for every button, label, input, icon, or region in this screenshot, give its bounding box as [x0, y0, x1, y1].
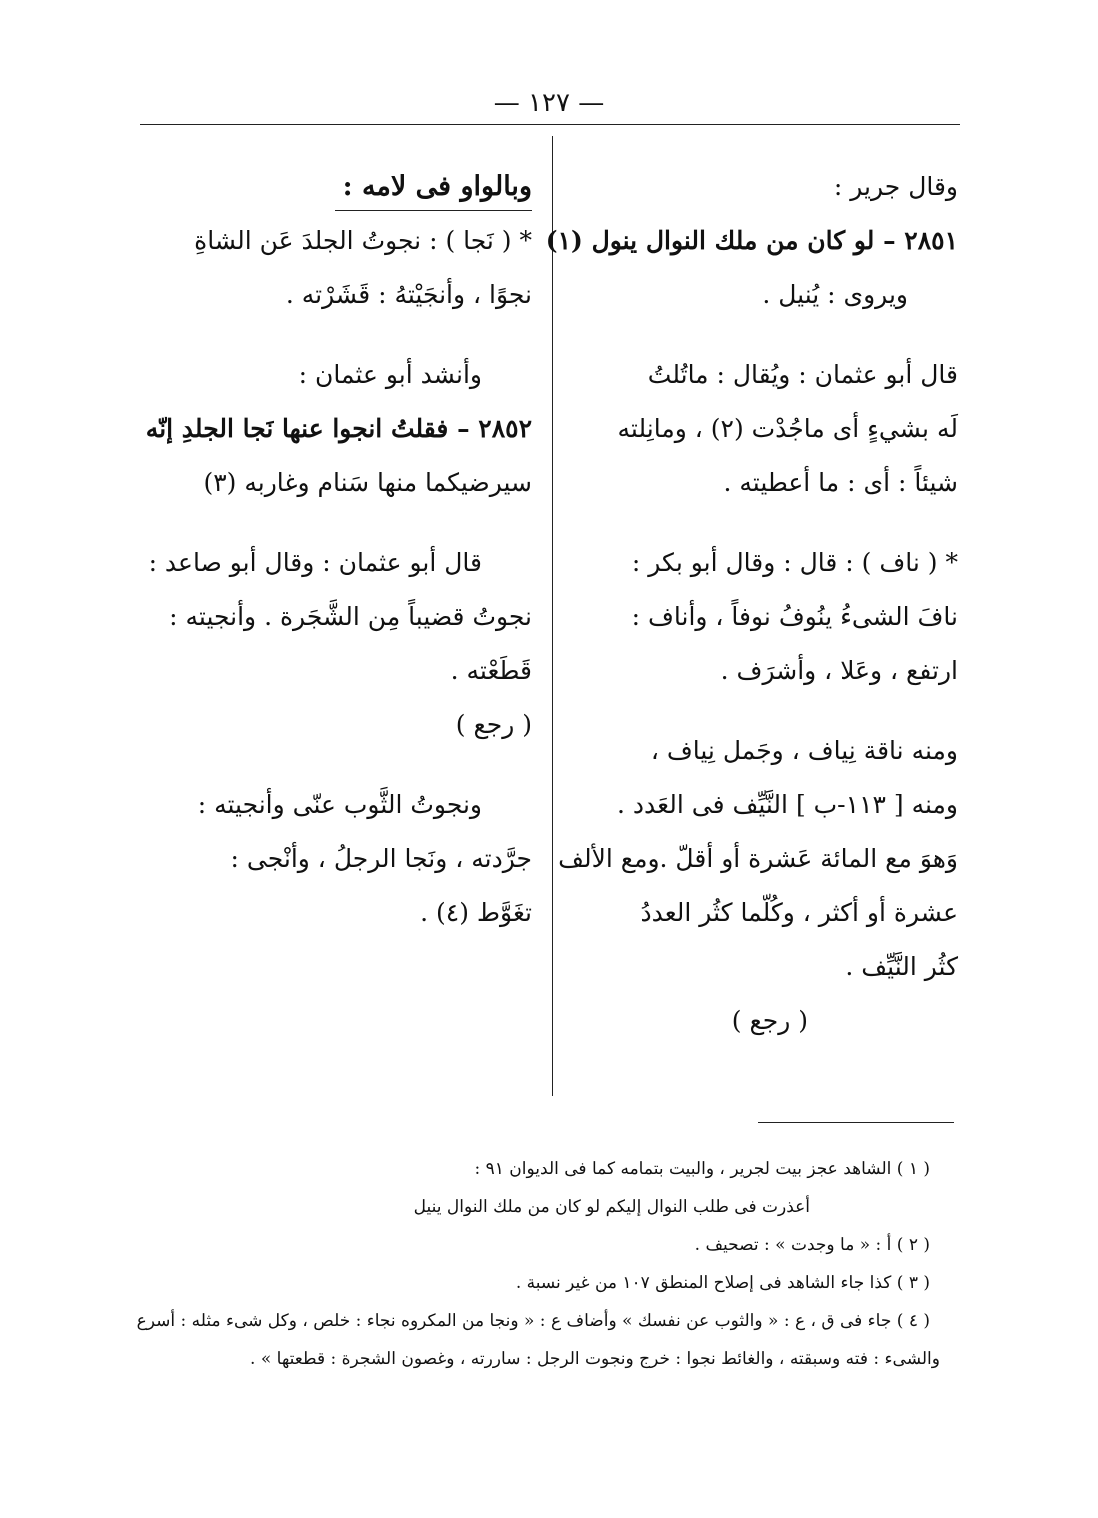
right-column [545, 160, 958, 1048]
text-line: * ( ناف ) : قال : وقال أبو بكر : [631, 548, 958, 577]
text-line [140, 160, 532, 214]
text-line: عشرة أو أكثر ، وكُلّما كثُر العددُ [640, 898, 958, 927]
paragraph-gap [140, 322, 532, 348]
paragraph-gap [572, 322, 958, 348]
text-line: ويروى : يُنيل . [762, 280, 908, 309]
text-line: جرَّدته ، ونَجا الرجلُ ، وأنْجى : [230, 844, 532, 873]
text-line: شيئاً : أى : ما أعطيته . [723, 468, 958, 497]
text-line: قَطَعْته . [450, 656, 532, 685]
footnote-line: أعذرت فى طلب النوال إليكم لو كان من ملك النوال ينيل [413, 1197, 810, 1217]
paragraph-gap [572, 698, 958, 724]
footnote-line: ( ٣ ) كذا جاء الشاهد فى إصلاح المنطق ١٠٧ من غير نسبة . [515, 1273, 930, 1293]
text-line: ارتفع ، وعَلا ، وأشرَف . [720, 656, 958, 685]
text-line: تغَوَّط (٤) . [420, 898, 532, 927]
page-number: — ١٢٧ — [493, 88, 605, 118]
footnote-rule [758, 1122, 954, 1123]
text-line: ( رجع ) [731, 1006, 808, 1035]
text-line: ومنه ناقة نِياف ، وجَمل نِياف ، [650, 736, 958, 765]
text-line: * ( نَجا ) : نجوتُ الجلدَ عَن الشاةِ [194, 226, 532, 255]
footnote-line: ( ١ ) الشاهد عجز بيت لجرير ، والبيت بتمامه كما فى الديوان ٩١ : [474, 1159, 930, 1179]
text-line: ومنه [ ١١٣-ب ] النَّيِّف فى العَدد . [617, 790, 958, 819]
footnote-line: ( ٤ ) جاء فى ق ، ع : « والثوب عن نفسك » وأضاف ع : « ونجا من المكروه نجاء : خلص ، وكل شىء مثله : أسرع [136, 1311, 930, 1331]
paragraph-gap [140, 752, 532, 778]
footnote-line: ( ٢ ) أ : « ما وجدت » : تصحيف . [694, 1235, 930, 1255]
text-line: نجوًا ، وأنجَيْتهُ : قَشَرْته . [285, 280, 532, 309]
text-line: وقال جرير : [833, 172, 958, 201]
text-line: وَهوَ مع المائة عَشرة أو أقلّ .ومع الألف [558, 844, 958, 873]
footnotes [136, 1150, 940, 1378]
text-line: ( رجع ) [455, 710, 532, 739]
text-line: ٢٨٥٢ – فقلتُ انجوا عنها نَجا الجلدِ إنّه [145, 414, 532, 443]
text-line: كثُر النَّيِّف . [845, 952, 958, 981]
text-line: لَه بشيءٍ أى ماجُدْت (٢) ، ومانِلته [617, 414, 958, 443]
footnote-line: والشىء : فته وسبقته ، والغائط نجوا : خرج ونجوت الرجل : ساررته ، وغصون الشجرة : قطعتها » . [250, 1349, 940, 1369]
text-line: قال أبو عثمان : ويُقال : ماتُلتُ [647, 360, 958, 389]
column-divider [552, 136, 553, 1096]
paragraph-gap [140, 510, 532, 536]
text-line: سيرضيكما منها سَنام وغاربه (٣) [203, 468, 532, 497]
text-line: ونجوتُ الثَّوب عنّى وأنجيته : [197, 790, 482, 819]
header-rule [140, 124, 960, 125]
text-line: قال أبو عثمان : وقال أبو صاعد : [148, 548, 482, 577]
section-heading: وبالواو فى لامه : [335, 164, 532, 211]
left-column [140, 160, 532, 940]
text-line: ٢٨٥١ – لو كان من ملك النوال ينول (١) [545, 226, 958, 255]
text-line: نجوتُ قضيباً مِن الشَّجَرة . وأنجيته : [169, 602, 532, 631]
text-line: وأنشد أبو عثمان : [298, 360, 482, 389]
text-line: نافَ الشىءُ ينُوفُ نوفاً ، وأناف : [631, 602, 958, 631]
paragraph-gap [572, 510, 958, 536]
